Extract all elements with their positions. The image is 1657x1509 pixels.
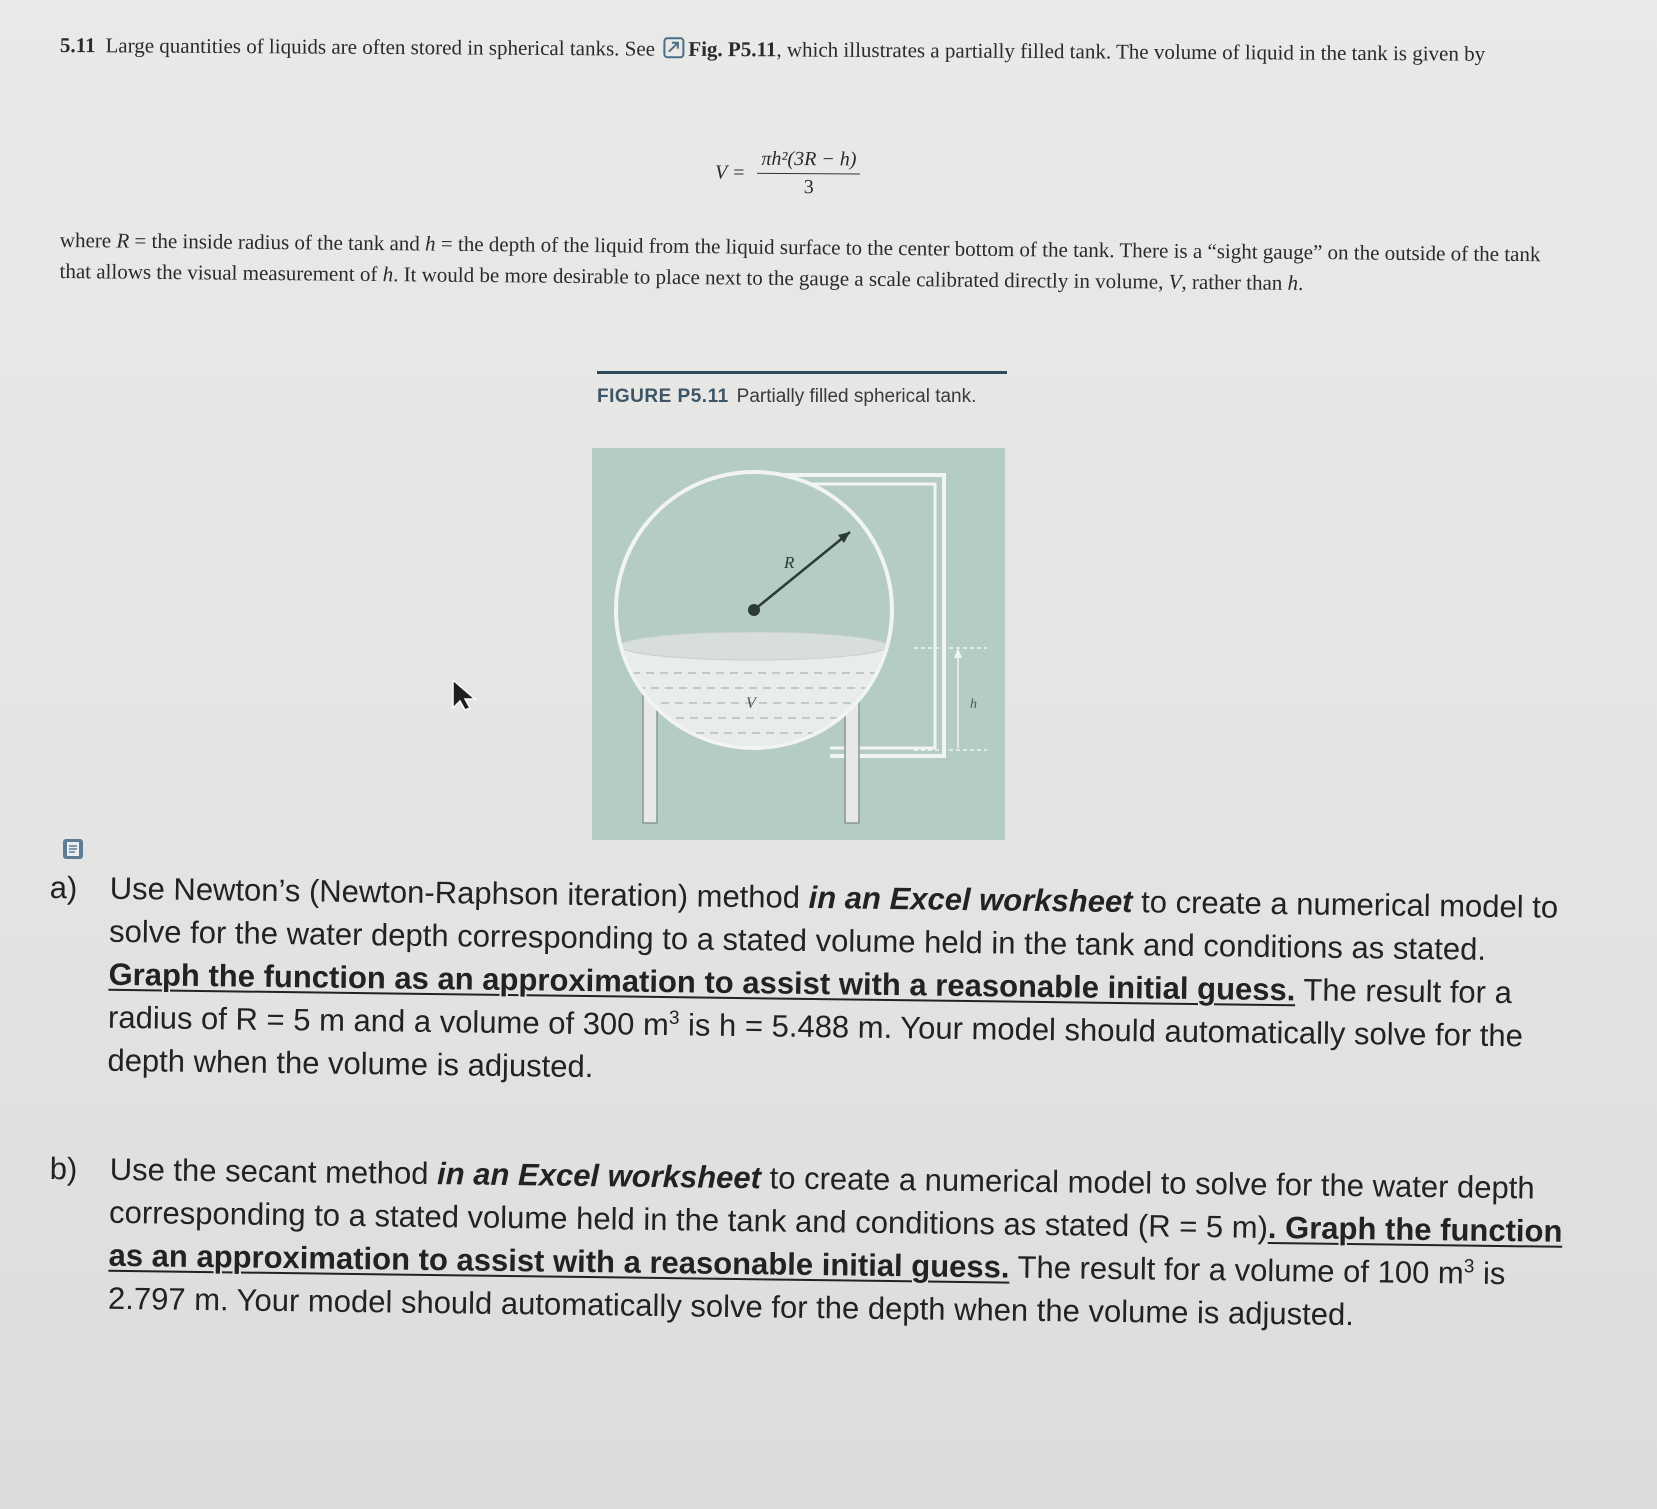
figure-link[interactable]: Fig. P5.11 (688, 36, 777, 62)
var-V: V (1168, 269, 1182, 294)
figure-label: FIGURE P5.11 (597, 386, 729, 407)
where-text: , rather than (1181, 269, 1283, 295)
part-b-text-3: The result for a volume of 100 m (1009, 1249, 1465, 1291)
part-a-superscript: 3 (668, 1007, 680, 1029)
where-text: . It would be more desirable to place next to the gauge a scale calibrated directly in volume, (393, 262, 1164, 294)
variable-definitions (59, 225, 1560, 301)
part-a-emphasis: in an Excel worksheet (808, 879, 1133, 920)
label-h: h (970, 697, 977, 712)
part-a-text-2: to create a numerical model to solve for the water depth corresponding to a stated volume held in the tank and conditions as stated. (108, 884, 1559, 967)
external-link-icon[interactable] (663, 37, 685, 59)
problem-number: 5.11 (59, 32, 96, 58)
figure-caption-text: Partially filled spherical tank. (736, 386, 977, 407)
where-text: = the inside radius of the tank and (129, 228, 420, 256)
figure-caption (597, 383, 1007, 411)
formula-denominator: 3 (803, 176, 814, 199)
part-b-superscript: 3 (1463, 1256, 1475, 1278)
part-b (48, 1147, 1570, 1339)
part-a-marker: a) (49, 869, 78, 906)
part-a-text-4: is h = 5.488 m. Your model should automatically solve for the depth when the volume is adjusted. (107, 1007, 1524, 1085)
var-h: h (424, 231, 436, 256)
part-a-text (107, 867, 1570, 1101)
label-V: V (746, 695, 756, 712)
where-text: = the depth of the liquid from the liquid surface to the center bottom of the tank. There is a “sight gauge” on the outside of the tank that allows the visual measurement of (59, 231, 1541, 287)
part-a-text-3: The result for a radius of R = 5 m and a volume of 300 m (107, 972, 1513, 1043)
formula-fraction (757, 148, 860, 200)
part-b-marker: b) (49, 1150, 78, 1187)
liquid-surface (620, 632, 888, 660)
part-b-text-2: to create a numerical model to solve for the water depth corresponding to a stated volume held in the tank and conditions as stated (R = 5 m) (108, 1160, 1535, 1245)
mouse-pointer-icon (450, 678, 480, 712)
formula-lhs: V = (714, 161, 746, 184)
var-h: h (382, 262, 394, 287)
part-a-graph-instruction: Graph the function as an approximation to assist with a reasonable initial guess. (108, 956, 1296, 1008)
part-b-text-4: is 2.797 m. Your model should automatically solve for the depth when the volume is adjusted. (107, 1255, 1506, 1333)
problem-intro (60, 30, 1540, 69)
part-b-text (108, 1148, 1570, 1339)
var-R: R (116, 228, 130, 253)
part-b-emphasis: in an Excel worksheet (436, 1156, 762, 1196)
var-h: h (1287, 270, 1299, 295)
tank-figure (592, 448, 1005, 840)
intro-text: Large quantities of liquids are often stored in spherical tanks. See (105, 33, 656, 61)
tank-center-dot (748, 604, 760, 616)
figure-rule (597, 371, 1007, 374)
where-text: where (59, 227, 112, 253)
part-a (47, 866, 1570, 1101)
part-a-text-1: Use Newton’s (Newton-Raphson iteration) method (109, 870, 809, 915)
volume-formula (715, 148, 861, 200)
notes-icon[interactable] (62, 838, 84, 860)
formula-numerator: πh²(3R − h) (757, 148, 860, 175)
part-b-text-1: Use the secant method (109, 1151, 438, 1192)
where-text: . (1297, 270, 1304, 295)
part-b-graph-instruction: . Graph the function as an approximation to assist with a reasonable initial guess. (108, 1209, 1563, 1285)
label-R: R (784, 553, 795, 572)
intro-text-2: , which illustrates a partially filled tank. The volume of liquid in the tank is given by (776, 37, 1486, 66)
